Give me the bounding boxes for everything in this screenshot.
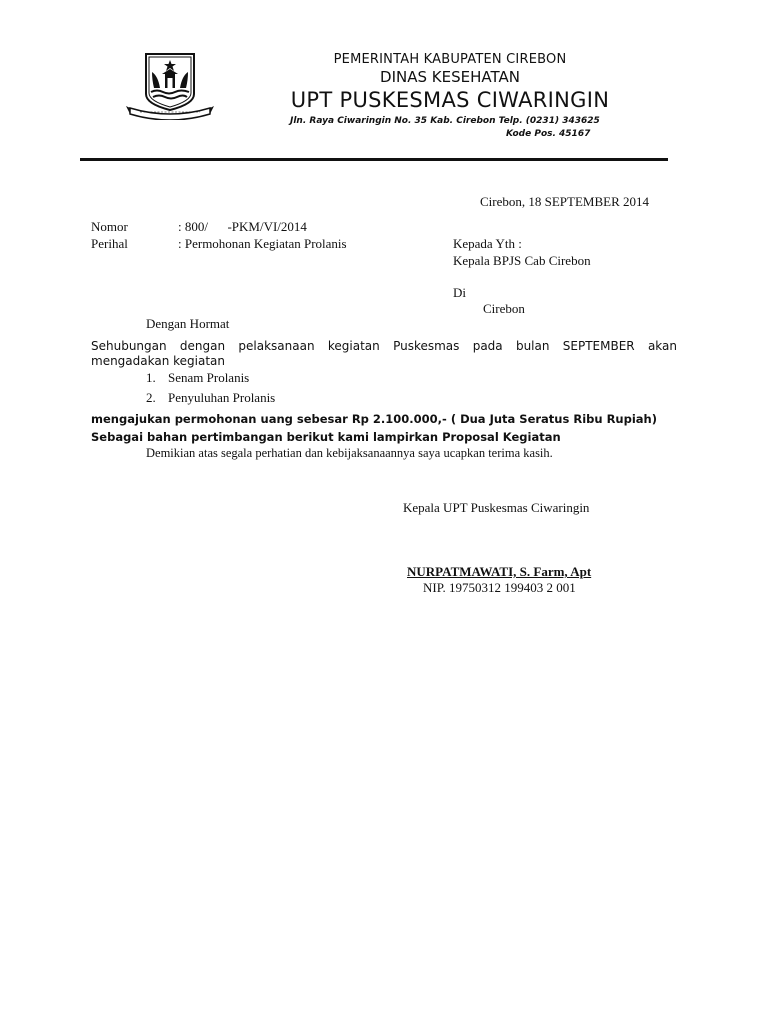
list-item-text: Senam Prolanis <box>168 370 250 385</box>
list-item-number: 1. <box>146 370 156 385</box>
signatory-title: Kepala UPT Puskesmas Ciwaringin <box>403 500 590 515</box>
closing-paragraph: Demikian atas segala perhatian dan kebijaksanaannya saya ucapkan terima kasih. <box>146 446 553 460</box>
list-item <box>146 370 249 386</box>
recipient-di: Di <box>453 285 466 300</box>
letterhead-divider <box>80 158 668 161</box>
signatory-nip: NIP. 19750312 199403 2 001 <box>423 580 576 595</box>
nomor-value: : 800/ -PKM/VI/2014 <box>178 219 307 234</box>
letterhead-government: PEMERINTAH KABUPATEN CIREBON <box>333 52 567 67</box>
nomor-label: Nomor <box>91 219 128 234</box>
body-paragraph-line2: mengadakan kegiatan <box>91 354 226 368</box>
letterhead-postal-code: Kode Pos. 45167 <box>506 129 591 139</box>
greeting: Dengan Hormat <box>146 316 230 331</box>
signatory-name: NURPATMAWATI, S. Farm, Apt <box>407 564 592 579</box>
request-paragraph: mengajukan permohonan uang sebesar Rp 2.100.000,- ( Dua Juta Seratus Ribu Rupiah) <box>91 412 657 426</box>
list-item-text: Penyuluhan Prolanis <box>168 390 276 405</box>
letterhead-address: Jln. Raya Ciwaringin No. 35 Kab. Cirebon Telp. (0231) 343625 <box>290 116 600 126</box>
list-item <box>146 390 275 406</box>
letterhead-institution: UPT PUSKESMAS CIWARINGIN <box>290 88 610 112</box>
kabupaten-cirebon-emblem-logo <box>126 50 214 120</box>
list-item-number: 2. <box>146 390 156 405</box>
recipient-salutation: Kepada Yth : <box>453 236 522 251</box>
letter-date: Cirebon, 18 SEPTEMBER 2014 <box>480 194 650 209</box>
recipient-city: Cirebon <box>483 301 525 316</box>
perihal-label: Perihal <box>91 236 128 251</box>
body-paragraph-line1: Sehubungan dengan pelaksanaan kegiatan Puskesmas pada bulan SEPTEMBER akan <box>91 339 677 353</box>
perihal-value: : Permohonan Kegiatan Prolanis <box>178 236 347 251</box>
letterhead-department: DINAS KESEHATAN <box>380 68 520 86</box>
attachment-paragraph: Sebagai bahan pertimbangan berikut kami lampirkan Proposal Kegiatan <box>91 430 561 444</box>
recipient-name: Kepala BPJS Cab Cirebon <box>453 253 591 268</box>
